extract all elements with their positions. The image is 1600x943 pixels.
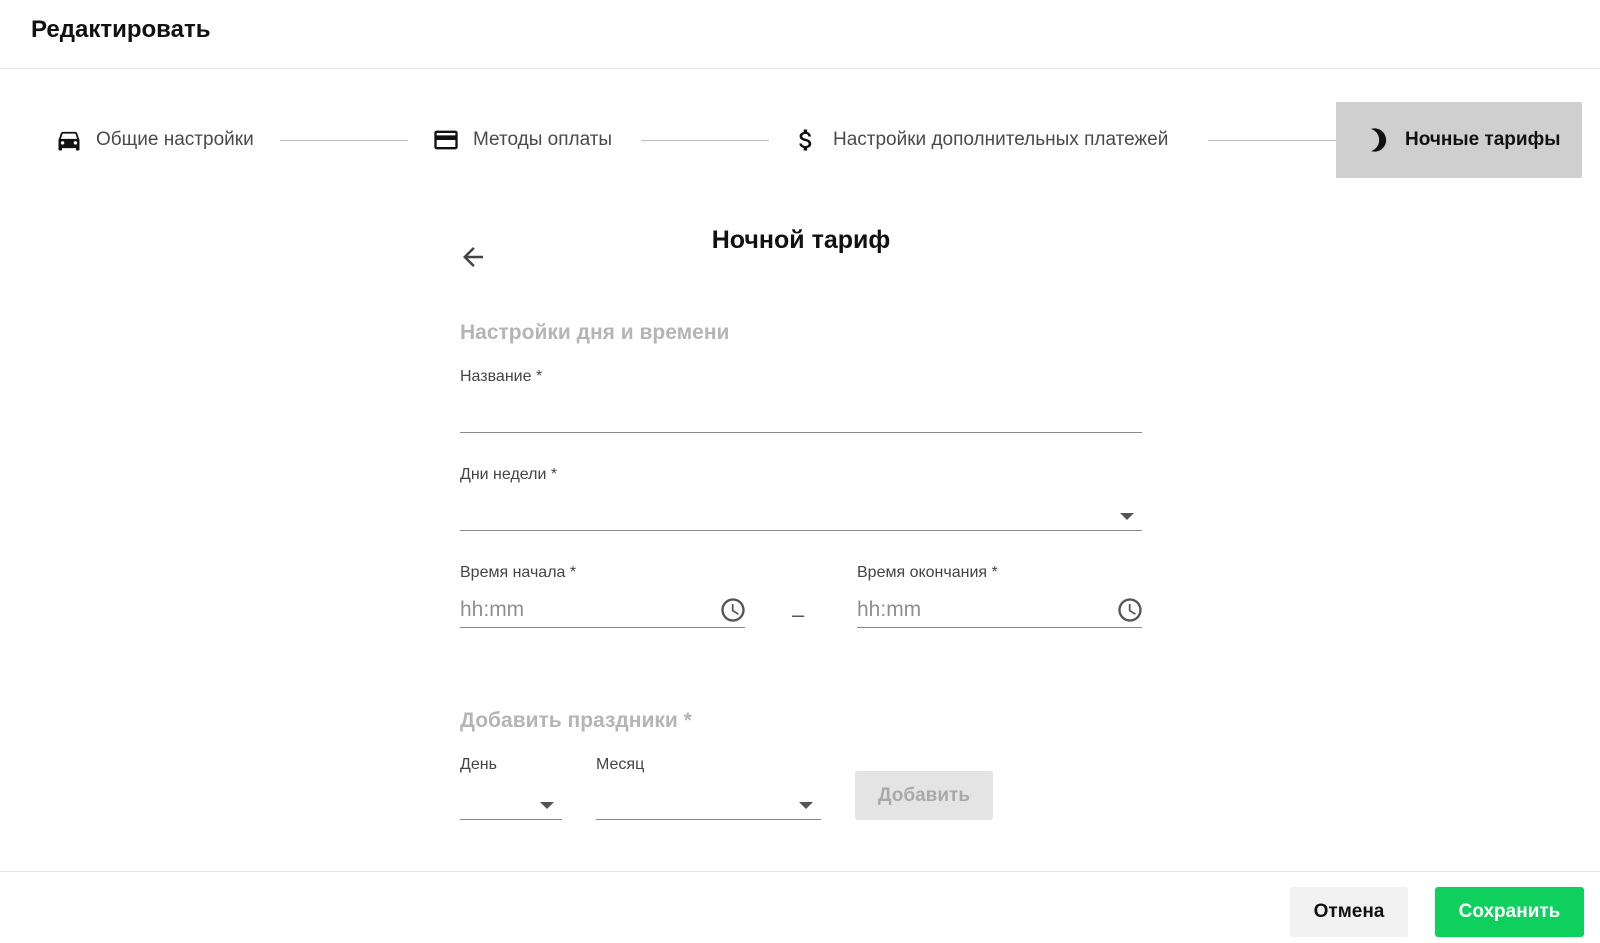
- section-title-holidays: Добавить праздники *: [460, 709, 692, 732]
- step-connector: [1208, 140, 1336, 141]
- car-icon: [55, 126, 83, 154]
- end-time-input[interactable]: [857, 592, 1142, 627]
- header: [0, 0, 1600, 69]
- day-label: День: [460, 756, 497, 773]
- step-night-tariffs[interactable]: [1336, 102, 1582, 178]
- section-title-day-time: Настройки дня и времени: [460, 321, 730, 344]
- clock-icon[interactable]: [1116, 596, 1144, 624]
- chevron-down-icon: [799, 802, 813, 809]
- day-select[interactable]: [460, 784, 562, 820]
- name-field[interactable]: [460, 397, 1142, 433]
- step-payment-methods[interactable]: [432, 102, 612, 178]
- step-label: Настройки дополнительных платежей: [833, 129, 1169, 150]
- dollar-icon: [792, 126, 820, 154]
- step-additional-payments[interactable]: [792, 102, 1168, 178]
- step-label: Методы оплаты: [473, 129, 613, 150]
- time-range-separator: –: [792, 602, 805, 627]
- moon-icon: [1364, 126, 1392, 154]
- step-label: Ночные тарифы: [1405, 129, 1561, 150]
- cancel-button[interactable]: Отмена: [1290, 887, 1408, 937]
- end-time-label: Время окончания *: [857, 564, 998, 581]
- footer: [0, 871, 1600, 943]
- night-tariff-form: [460, 200, 1142, 830]
- form-title: Ночной тариф: [711, 226, 891, 254]
- start-time-field[interactable]: [460, 592, 745, 628]
- page-title: Редактировать: [31, 16, 211, 43]
- step-connector: [641, 140, 769, 141]
- weekdays-select[interactable]: [460, 495, 1142, 531]
- step-label: Общие настройки: [96, 129, 254, 150]
- month-label: Месяц: [596, 756, 645, 773]
- save-button[interactable]: Сохранить: [1435, 887, 1584, 937]
- month-select[interactable]: [596, 784, 821, 820]
- name-label: Название *: [460, 368, 543, 385]
- start-time-label: Время начала *: [460, 564, 577, 581]
- clock-icon[interactable]: [719, 596, 747, 624]
- step-connector: [280, 140, 408, 141]
- start-time-input[interactable]: [460, 592, 745, 627]
- step-general-settings[interactable]: [55, 102, 254, 178]
- credit-card-icon: [432, 126, 460, 154]
- name-input[interactable]: [460, 397, 1142, 432]
- chevron-down-icon: [540, 802, 554, 809]
- chevron-down-icon: [1120, 513, 1134, 520]
- end-time-field[interactable]: [857, 592, 1142, 628]
- stepper: [0, 102, 1600, 178]
- weekdays-label: Дни недели *: [460, 466, 558, 483]
- add-holiday-button[interactable]: Добавить: [855, 771, 993, 820]
